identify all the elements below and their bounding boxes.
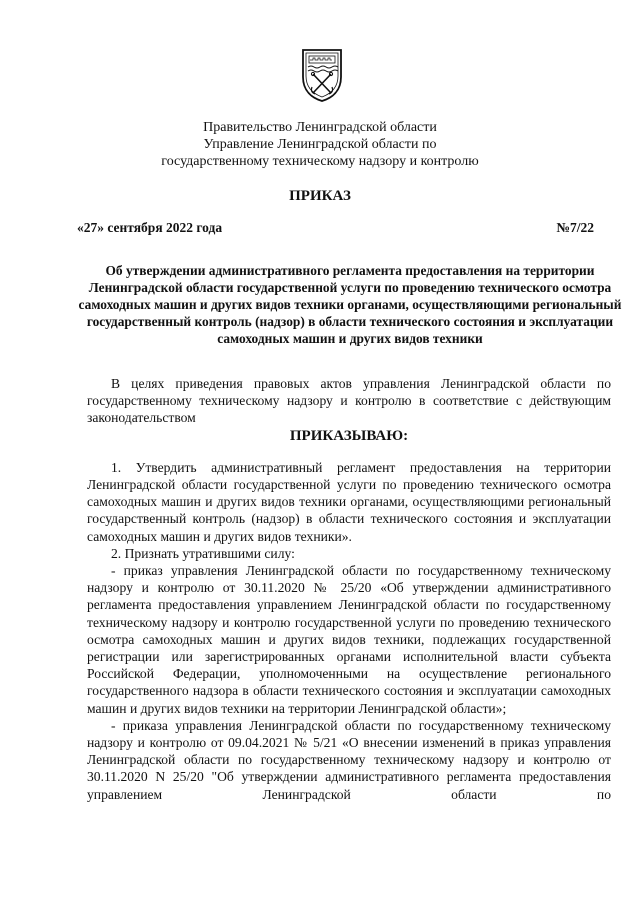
document-subject: Об утверждении административного регламента предоставления на территории Ленинградской области государственной услуги по проведению технического осмотра самоходных машин и других видов техники органами, осуществляющими региональный государственный контроль (надзор) в области технического состояния и эксплуатации самоходных машин и других видов техники (78, 263, 622, 346)
document-title: ПРИКАЗ (289, 188, 351, 204)
org-line: государственному техническому надзору и контролю (161, 154, 479, 169)
order-word: ПРИКАЗЫВАЮ: (289, 427, 409, 444)
org-line: Правительство Ленинградской области (203, 120, 437, 135)
org-line: Управление Ленинградской области по (203, 137, 437, 152)
item-2a-paragraph: - приказ управления Ленинградской области по государственному техническому надзору и контролю от 30.11.2020 № 25/20 «Об утверждении административного регламента предоставления управлением Ленинградской области по государственному техническому надзору и контролю государственной услуги по проведению технического осмотра самоходных машин и других видов техники, подлежащих государственной регистрации или зарегистрированных органами исполнительной власти субъекта Российской Федерации, уполномоченными на осуществление регионального государственного надзора в области технического состояния и эксплуатации самоходных машин и других видов техники на территории Ленинградской области»; (87, 563, 611, 716)
preamble-paragraph: В целях приведения правовых актов управления Ленинградской области по государственному техническому надзору и контролю в соответствие с действующим законодательством (87, 376, 611, 426)
coat-of-arms-icon (300, 47, 344, 103)
organization-header (0, 119, 640, 170)
document-number: №7/22 (556, 220, 594, 235)
document-date: «27» сентября 2022 года (77, 220, 223, 235)
item-1-paragraph: 1. Утвердить административный регламент предоставления на территории Ленинградской области государственной услуги по проведению технического осмотра самоходных машин и других видов техники органами, осуществляющими региональный государственный контроль (надзор) в области технического состояния и эксплуатации самоходных машин и других видов техники». (87, 459, 611, 544)
document-body (87, 375, 611, 803)
item-2b-paragraph: - приказа управления Ленинградской области по государственному техническому надзору и контролю от 09.04.2021 № 5/21 «О внесении изменений в приказ управления Ленинградской области по государственному техническому надзору и контролю от 30.11.2020 N 25/20 "Об утверждении административного регламента предоставления управлением Ленинградской области по (87, 717, 611, 802)
item-2-paragraph: 2. Признать утратившими силу: (111, 545, 295, 561)
